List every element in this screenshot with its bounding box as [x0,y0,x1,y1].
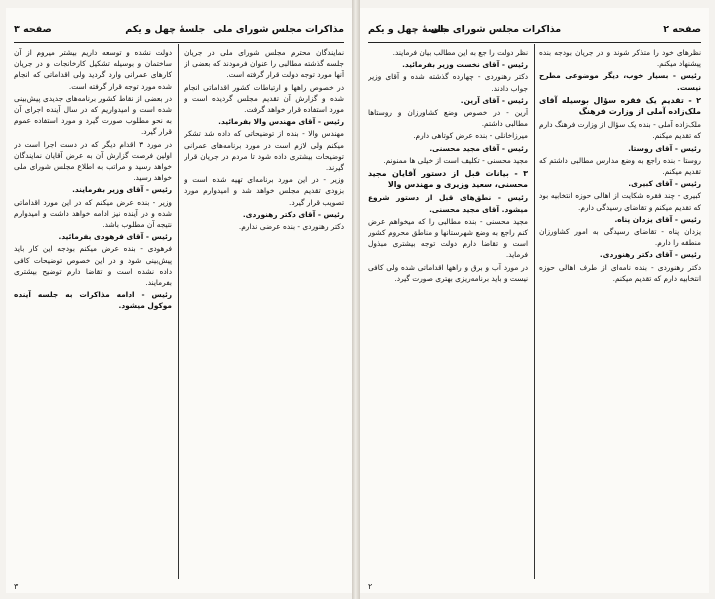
right-page-column-right [539,47,701,579]
left-page-header-title: مذاکرات مجلس شورای ملی [213,24,344,35]
right-page-header-session: جلسهٔ چهل و یکم [368,24,449,35]
column-divider [178,44,179,579]
paragraph: در مورد آب و برق و راهها اقداماتی شده ولی کافی نیست و باید برنامه‌ریزی بهتری صورت گیرد. [368,262,528,283]
paragraph: فرهودی - بنده عرض میکنم بودجه این کار باید پیش‌بینی شود و در این خصوص توضیحات کافی داده نشده است و تقاضا دارم توضیح بیشتری بفرمایند. [14,244,172,288]
paragraph: وزیر - بنده عرض میکنم که در این مورد اقداماتی شده و در آینده نیز ادامه خواهد داشت و امیدوارم نتیجه آن مطلوب باشد. [14,197,172,230]
paragraph: رئیس - آقای یزدان پناه. [614,214,701,224]
paragraph: وزیر - در این مورد برنامه‌ای تهیه شده است و بزودی تقدیم مجلس خواهد شد و امیدوارم مورد تصویب قرار گیرد. [184,175,344,207]
left-page-column-left [14,47,172,579]
left-page-column-right [184,47,344,579]
paragraph: مجید محسنی - بنده مطالبی را که میخواهم عرض کنم راجع به وضع شهرستانها و مناطق محروم کشور است و تقاضا دارم دولت توجه بیشتری مبذول فرماید. [368,216,528,260]
paragraph: دکتر رهنوردی - بنده عرضی ندارم. [238,222,344,232]
paragraph: رئیس - آقای مهندس والا بفرمائید. [218,117,344,127]
paragraph: رئیس - ادامه مذاکرات به جلسه آینده موکول میشود. [14,290,172,311]
paragraph: میرزاخانلی - بنده عرض کوتاهی دارم. [413,131,528,141]
paragraph: روستا - بنده راجع به وضع مدارس مطالبی داشتم که تقدیم میکنم. [539,155,701,177]
left-page [6,8,352,593]
paragraph: رئیس - آقای نخست وزیر بفرمائید. [402,60,528,70]
paragraph: در مورد ۳ اقدام دیگر که در دست اجرا است در اولین فرصت گزارش آن به عرض آقایان نمایندگان خواهد رسید و مراتب به اطلاع مجلس شورای ملی خواهد رسید. [14,139,172,183]
page-number: ۲ [368,582,373,591]
paragraph: رئیس - آقای دکتر رهنوردی. [242,209,344,219]
right-page-header [368,24,701,40]
column-divider [534,44,535,579]
right-page-header-page-label: صفحه ۲ [663,24,701,35]
paragraph: رئیس - نطق‌های قبل از دستور شروع میشود. آقای مجید محسنی. [368,193,528,214]
paragraph: رئیس - آقای مجید محسنی. [429,143,528,153]
paragraph: در خصوص راهها و ارتباطات کشور اقداماتی انجام شده و گزارش آن تقدیم مجلس گردیده است و مورد استفاده قرار خواهد گرفت. [184,82,344,115]
paragraph: مهندس والا - بنده از توضیحاتی که داده شد تشکر میکنم ولی لازم است در مورد برنامه‌های عمرانی توضیحات بیشتری داده شود تا مردم در جریان قرار گیرند. [184,129,344,173]
header-rule [14,42,344,43]
section-heading: ۳ - بیانات قبل از دستور آقایان مجید محسنی، سعید وزیری و مهندس والا [368,169,528,190]
left-page-header [14,24,344,40]
paragraph: رئیس - آقای دکتر رهنوردی. [599,250,701,260]
left-page-header-session: جلسهٔ چهل و یکم [125,24,206,35]
paragraph: مجید محسنی - تکلیف است از خیلی ها ممنونم. [383,155,528,165]
book-gutter [352,0,360,599]
paragraph: رئیس - آقای روستا. [628,143,701,153]
paragraph: نمایندگان محترم مجلس شورای ملی در جریان جلسه گذشته مطالبی را عنوان فرمودند که بعضی از آنها مورد توجه دولت قرار گرفته است. [184,48,344,80]
paragraph: دکتر رهنوردی - بنده نامه‌ای از طرف اهالی حوزه انتخابیه دارم که تقدیم میکنم. [539,262,701,283]
paragraph: رئیس - بسیار خوب، دیگر موضوعی مطرح نیست. [539,71,701,92]
paragraph: نظر دولت را جع به این مطالب بیان فرمایند. [392,48,528,57]
left-page-header-page-label: صفحه ۳ [14,24,52,35]
page-number: ۳ [14,582,19,591]
paragraph: رئیس - آقای فرهودی بفرمائید. [58,232,172,242]
right-page [360,8,709,593]
paragraph: کبیری - چند فقره شکایت از اهالی حوزه انتخابیه بود که تقدیم میکنم و تقاضای رسیدگی دارم. [539,191,701,212]
section-heading: ۲ - تقدیم یک فقره سؤال بوسیله آقای ملک‌زاده آملی از وزارت فرهنگ [539,95,701,117]
paragraph: رئیس - آقای کبیری. [628,179,701,189]
paragraph: یزدان پناه - تقاضای رسیدگی به امور کشاورزان منطقه را دارم. [539,227,701,248]
paragraph: رئیس - آقای آرین. [460,95,528,105]
paragraph: دولت نشده و توسعه داریم بیشتر میروم از آن ساختمان و بوسیله تشکیل کارخانجات و در جریان کارهای عمرانی وارد گردید ولی اقداماتی که انجام شده مورد توجه قرار گرفته است. [14,48,172,91]
right-page-column-left [368,47,528,579]
paragraph: نظرهای خود را متذکر شوند و در جریان بودجه بنده پیشنهاد میکنم. [539,48,701,69]
right-page-header-title: مذاکرات مجلس شورای ملی [430,24,562,35]
paragraph: دکتر رهنوردی - چهارده گذشته شده و آقای وزیر جواب دادند. [368,72,528,93]
paragraph: در بعضی از نقاط کشور برنامه‌های جدیدی پیش‌بینی شده است و امیدواریم که در سال آینده اجرای آن به نحو مطلوب صورت گیرد و مورد استفاده عموم قرار گیرد. [14,93,172,137]
paragraph: رئیس - آقای وزیر بفرمایند. [72,185,172,195]
header-rule [368,42,701,43]
paragraph: ملک‌زاده آملی - بنده یک سؤال از وزارت فرهنگ دارم که تقدیم میکنم. [539,120,701,141]
paragraph: آرین - در خصوص وضع کشاورزان و روستاها مطالبی داشتم. [368,108,528,129]
